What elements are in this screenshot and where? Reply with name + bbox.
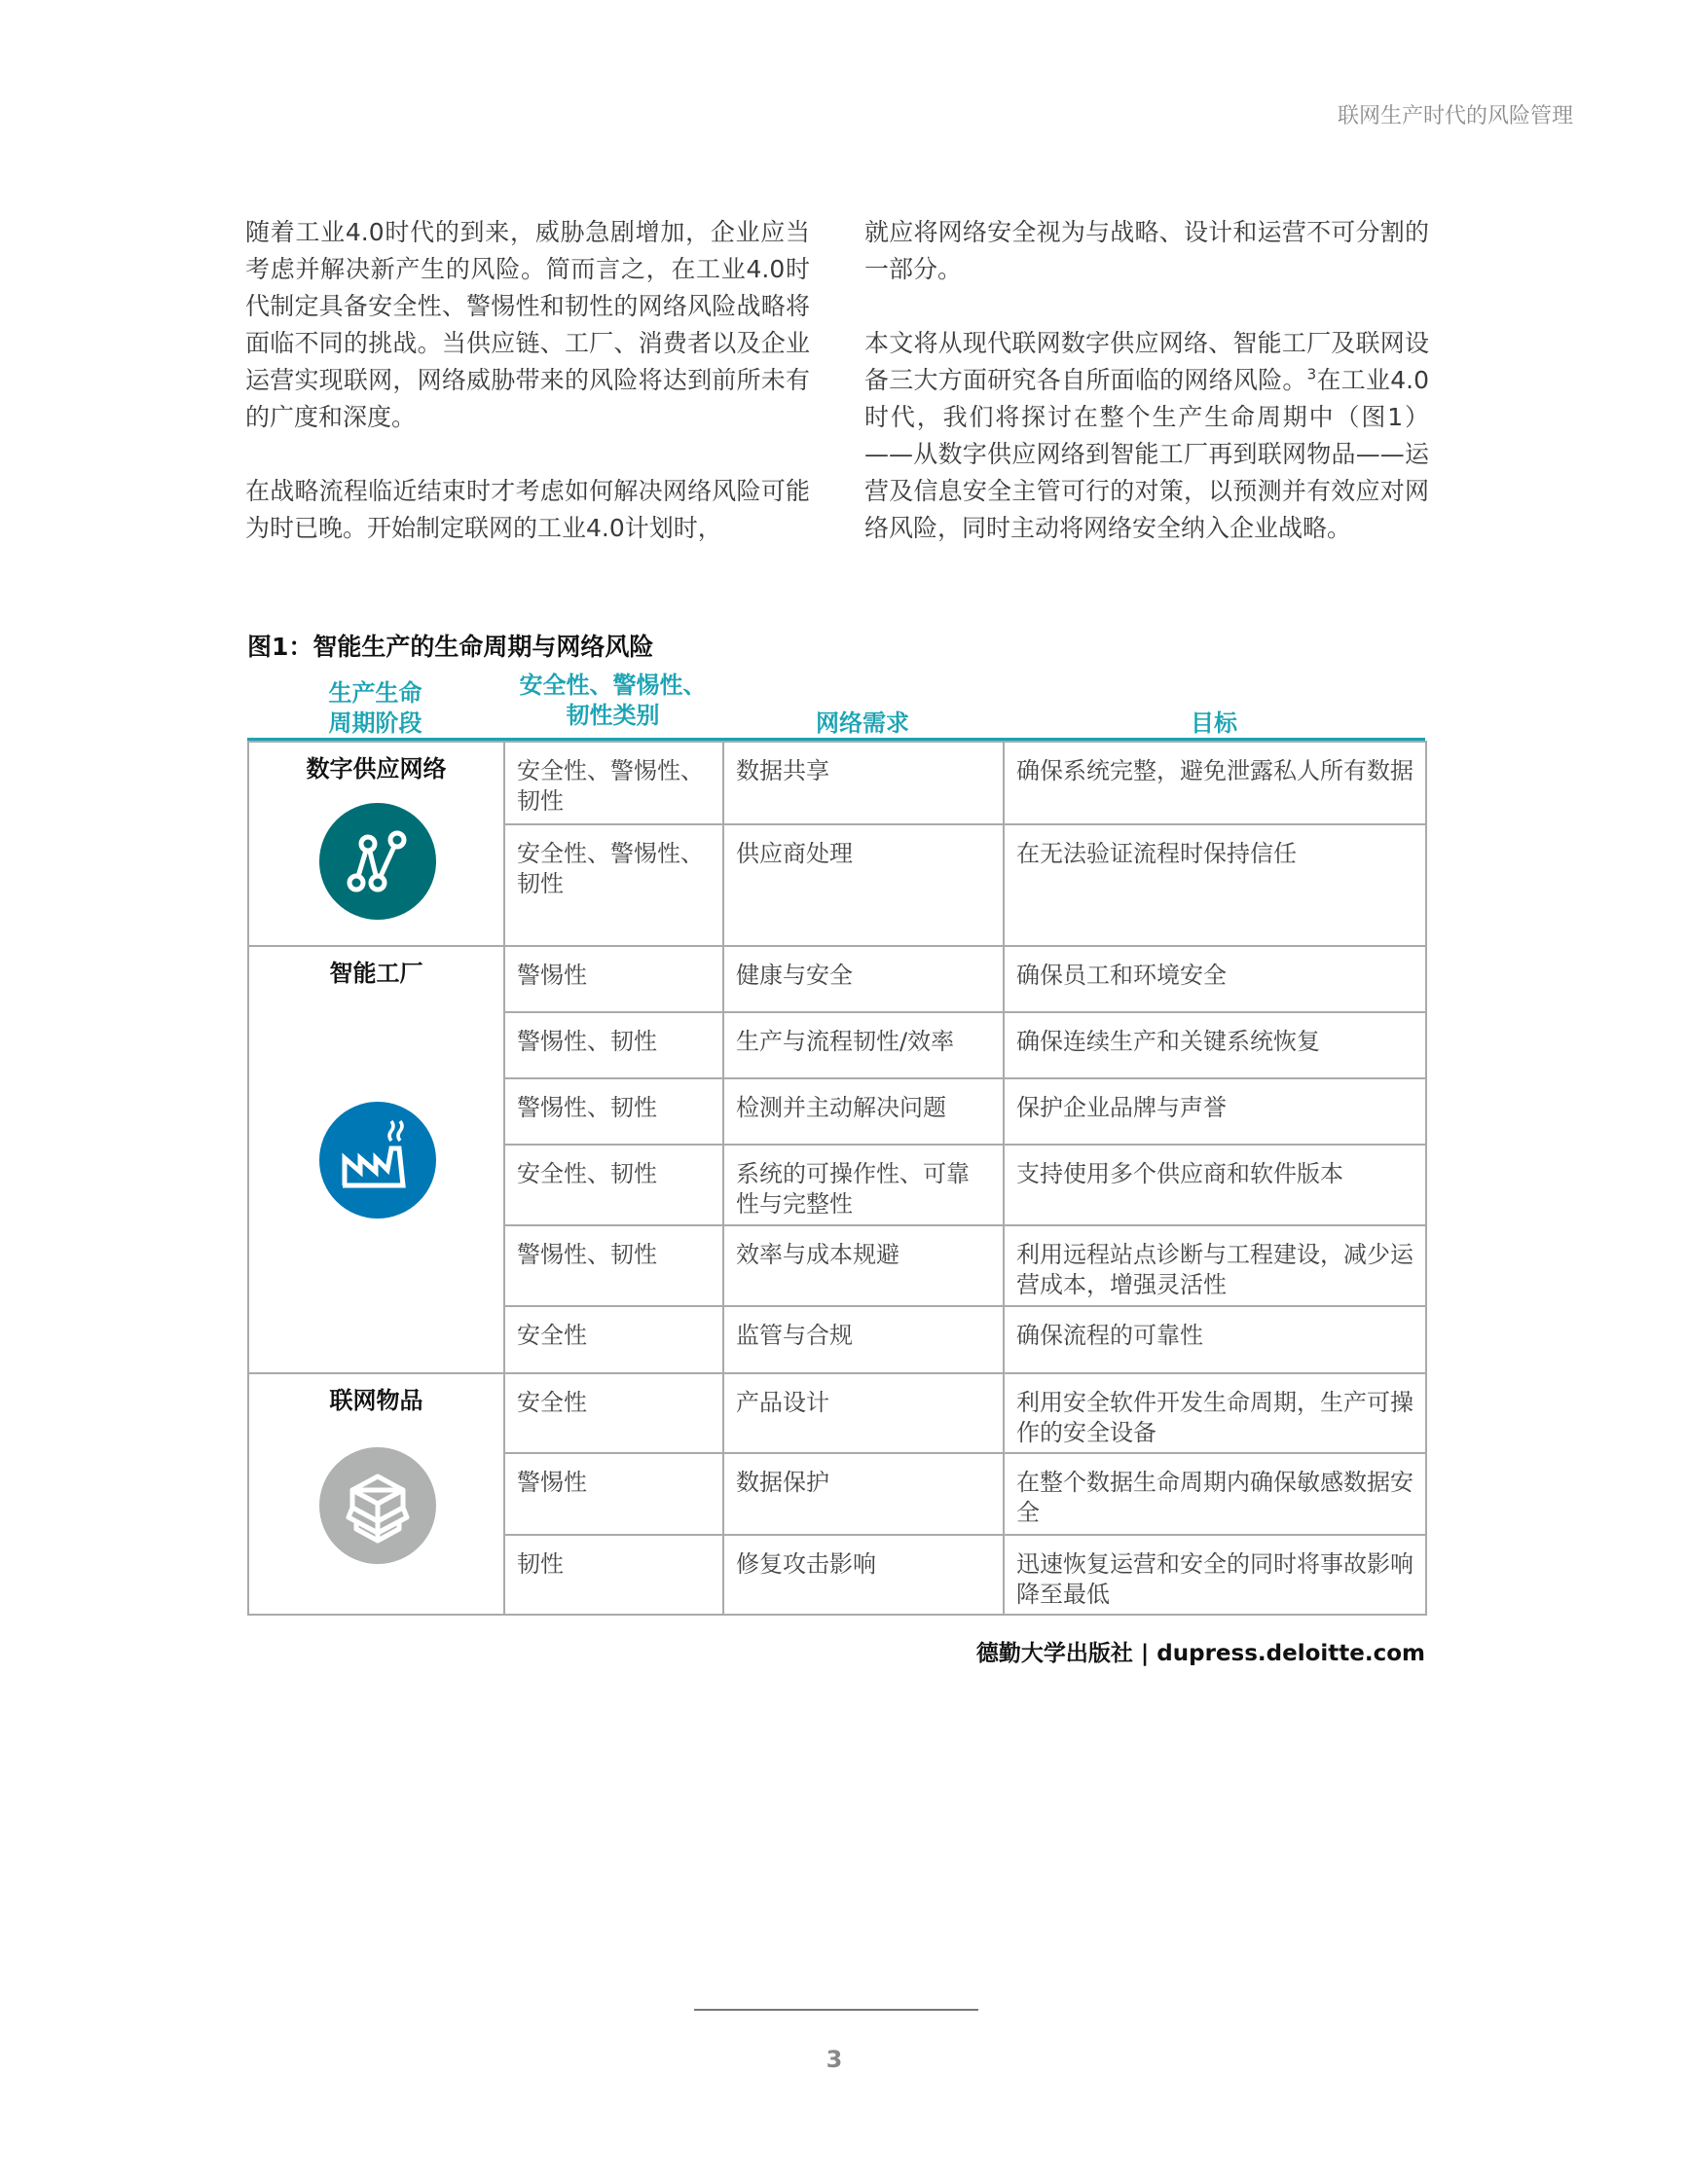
paragraph: 在战略流程临近结束时才考虑如何解决网络风险可能为时已晚。开始制定联网的工业4.0计划时，: [245, 477, 810, 542]
need-cell: 数据保护: [723, 1453, 1004, 1535]
category-cell: 安全性: [504, 1373, 723, 1453]
header-category: [503, 671, 722, 731]
network-nodes-icon: [319, 803, 436, 920]
need-cell: 生产与流程韧性/效率: [723, 1012, 1004, 1078]
stage-label: 数字供应网络: [306, 755, 447, 783]
category-cell: 警惕性、韧性: [504, 1078, 723, 1145]
goal-cell: 确保连续生产和关键系统恢复: [1004, 1012, 1426, 1078]
need-cell: 检测并主动解决问题: [723, 1078, 1004, 1145]
category-cell: 警惕性、韧性: [504, 1012, 723, 1078]
table-row: [248, 1373, 1426, 1453]
goal-cell: 支持使用多个供应商和软件版本: [1004, 1145, 1426, 1225]
stage-label: 智能工厂: [329, 960, 423, 987]
need-cell: 监管与合规: [723, 1306, 1004, 1373]
category-cell: 安全性、警惕性、韧性: [504, 742, 723, 824]
stage-cell-connected-objects: [248, 1373, 504, 1615]
goal-cell: 利用安全软件开发生命周期，生产可操作的安全设备: [1004, 1373, 1426, 1453]
paragraph: 随着工业4.0时代的到来，威胁急剧增加，企业应当考虑并解决新产生的风险。简而言之，在工业4.0时代制定具备安全性、警惕性和韧性的网络风险战略将面临不同的挑战。当供应链、工厂、消费者以及企业运营实现联网，网络威胁带来的风险将达到前所未有的广度和深度。: [245, 218, 810, 431]
goal-cell: 确保员工和环境安全: [1004, 946, 1426, 1012]
goal-cell: 在整个数据生命周期内确保敏感数据安全: [1004, 1453, 1426, 1535]
paragraph-text: 在工业4.0时代，我们将探讨在整个生产生命周期中（图1）——从数字供应网络到智能工厂再到联网物品——运营及信息安全主管可行的对策，以预测并有效应对网络风险，同时主动将网络安全纳入企业战略。: [864, 366, 1429, 542]
header-category-line2: 韧性类别: [566, 702, 660, 729]
body-column-right: [864, 214, 1429, 584]
stage-cell-digital-supply-network: [248, 742, 504, 946]
need-cell: 效率与成本规避: [723, 1225, 1004, 1306]
goal-cell: 利用远程站点诊断与工程建设，减少运营成本，增强灵活性: [1004, 1225, 1426, 1306]
header-stage: [247, 678, 503, 739]
footer-rule: [694, 2009, 978, 2011]
header-stage-line1: 生产生命: [328, 679, 422, 707]
header-category-line1: 安全性、警惕性、: [519, 672, 707, 699]
goal-cell: 确保流程的可靠性: [1004, 1306, 1426, 1373]
category-cell: 警惕性、韧性: [504, 1225, 723, 1306]
goal-cell: 保护企业品牌与声誉: [1004, 1078, 1426, 1145]
category-cell: 安全性: [504, 1306, 723, 1373]
table-row: [248, 946, 1426, 1012]
body-column-left: [245, 214, 810, 584]
category-cell: 韧性: [504, 1535, 723, 1615]
running-header: 联网生产时代的风险管理: [1337, 104, 1573, 128]
stage-cell-smart-factory: [248, 946, 504, 1373]
lifecycle-table: [247, 741, 1427, 1616]
need-cell: 系统的可操作性、可靠性与完整性: [723, 1145, 1004, 1225]
need-cell: 修复攻击影响: [723, 1535, 1004, 1615]
paragraph: [864, 325, 1429, 547]
need-cell: 产品设计: [723, 1373, 1004, 1453]
category-cell: 警惕性: [504, 1453, 723, 1535]
goal-cell: 确保系统完整，避免泄露私人所有数据: [1004, 742, 1426, 824]
header-stage-line2: 周期阶段: [328, 710, 422, 737]
stage-label: 联网物品: [329, 1387, 423, 1414]
footnote-ref[interactable]: 3: [1306, 365, 1317, 383]
paragraph: 就应将网络安全视为与战略、设计和运营不可分割的一部分。: [864, 218, 1429, 283]
table-row: [248, 742, 1426, 824]
factory-icon: [319, 1102, 436, 1219]
need-cell: 健康与安全: [723, 946, 1004, 1012]
box-icon: [319, 1447, 436, 1564]
header-need: 网络需求: [816, 710, 909, 737]
category-cell: 安全性、韧性: [504, 1145, 723, 1225]
goal-cell: 迅速恢复运营和安全的同时将事故影响降至最低: [1004, 1535, 1426, 1615]
goal-cell: 在无法验证流程时保持信任: [1004, 824, 1426, 946]
paragraph-text: 本文将从现代联网数字供应网络、智能工厂及联网设备三大方面研究各自所面临的网络风险。: [864, 329, 1429, 394]
page-number: 3: [826, 2046, 843, 2073]
figure-title: 图1：智能生产的生命周期与网络风险: [247, 633, 654, 661]
figure-source: 德勤大学出版社 | dupress.deloitte.com: [975, 1641, 1425, 1666]
category-cell: 安全性、警惕性、韧性: [504, 824, 723, 946]
need-cell: 数据共享: [723, 742, 1004, 824]
category-cell: 警惕性: [504, 946, 723, 1012]
need-cell: 供应商处理: [723, 824, 1004, 946]
header-goal: 目标: [1191, 710, 1237, 737]
